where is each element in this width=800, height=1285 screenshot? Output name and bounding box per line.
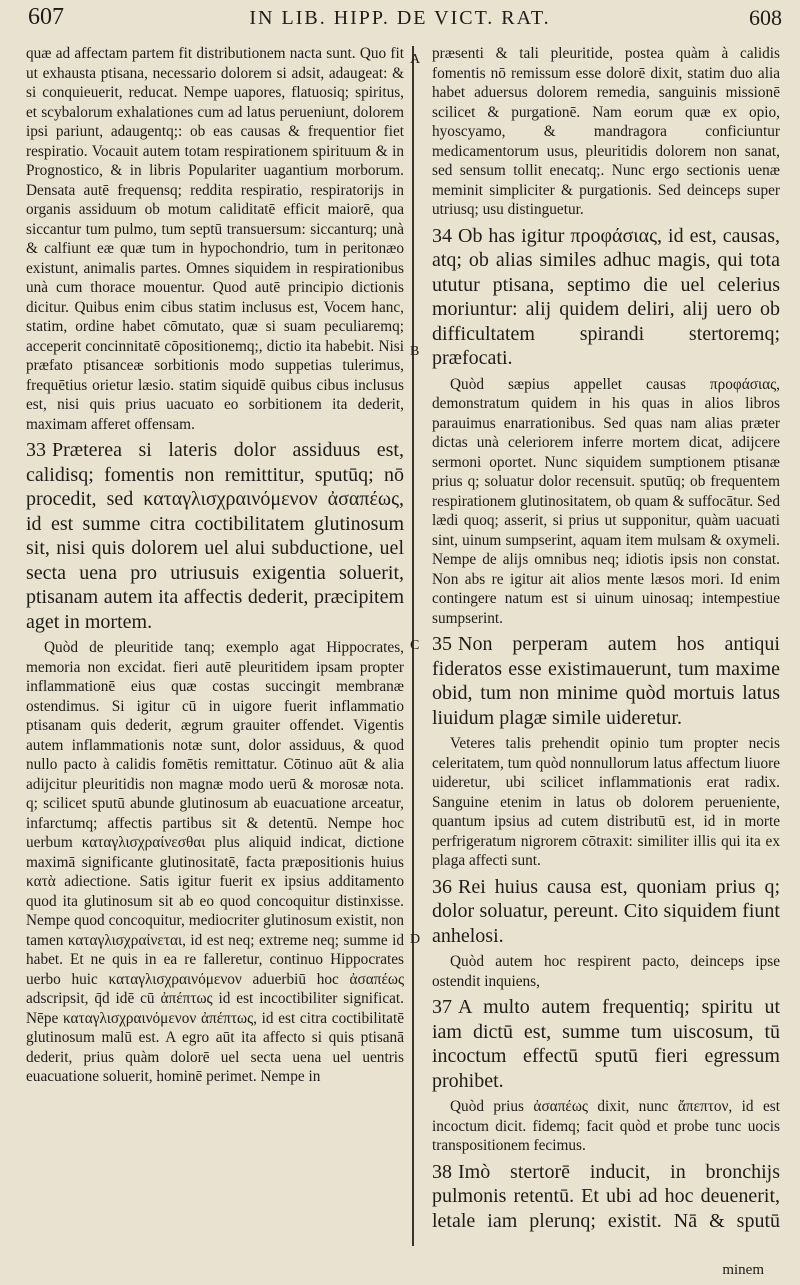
left-column bbox=[26, 44, 404, 1244]
commentary-paragraph bbox=[432, 44, 780, 220]
running-title: IN LIB. HIPP. DE VICT. RAT. bbox=[249, 7, 551, 29]
paragraph-text: Præterea si lateris dolor assiduus est, calidisq; fomentis non remittitur, sputūq; nō procedit, sed καταγλισχραινόμενον ἀσαπέως, id est summe citra coctibilitatem glutinosum sit, nisi quis dolorem uel alui subductione, uel secta uena pro utriusuis exigentia soluerit, ptisanam autem ita affectis dederit, præcipitem aget in mortem. bbox=[26, 439, 404, 633]
lemma-paragraph bbox=[26, 438, 404, 634]
paragraph-text: Imò stertorē inducit, in bronchijs pulmonis retentū. Et ubi ad hoc deuenerit, letale iam plerunq; existit. Nā & sputū bbox=[432, 1160, 780, 1232]
paragraph-text: Quòd prius ἀσαπέως dixit, nunc ἄπεπτον, id est incoctum dicit. fidemq; facit quòd et probe tunc uocis transpositionem fecimus. bbox=[432, 1098, 780, 1154]
lemma-paragraph bbox=[432, 995, 780, 1093]
commentary-paragraph bbox=[432, 375, 780, 629]
commentary-paragraph bbox=[432, 952, 780, 991]
paragraph-text: præsenti & tali pleuritide, postea quàm à calidis fomentis nō remissum esse dolorē dixit, statim duo alia habet aduersus dolorem remedia, sanguinis missionē scilicet & purgationē. Nam eorum quæ ex opio, hyoscyamo, & mandragora conficiuntur medicamentorum usus, pleuritidis dolorem non sanat, sed sensum tollit enecatq;. Nunc ergo sectionis uenæ meminit simpliciter & purgationis. Sed deinceps super utriusq; usu distinguetur. bbox=[432, 45, 780, 218]
margin-letter-c: C bbox=[410, 638, 420, 653]
commentary-paragraph bbox=[432, 734, 780, 871]
commentary-paragraph bbox=[432, 1097, 780, 1156]
paragraph-text: Quòd de pleuritide tanq; exemplo agat Hippocrates, memoria non excidat. fieri autē pleuritidem ipsam propter inflammationē eius quæ costas succingit membranæ ostendimus. Si igitur cū in uigore fuerit inflammatio ptisanam quis dederit, ægrum grauiter offendet. Vigentis autem inflammationis notæ sunt, dolor assiduus, & quod nullo pacto à calidis fomētis remittatur. Cōtinuo aūt & alia adijcitur pleuritidis non magnæ modo uerū & morosæ nota. q; scilicet sputū abunde glutinosum ab euacuatione arceatur, infarctumq; affectis partibus sit & detentū. Nempe hoc uerbum καταγλισχραίνεσθαι plus aliquid indicat, dictione maximā significante glutinositatē, facta præpositionis huius κατὰ adiectione. Satis igitur fuerit ex ipsius additamento quod ita glutinosum sit ab eo quod concoquitur distinxisse. Nempe quod concoquitur, mediocriter glutinosum existit, non tamen καταγλισχραίνεται, id est neq; extreme neq; summe id habet. Et ne quis in ea re falleretur, continuo Hippocrates uerbo huic καταγλισχραινόμενον aduerbiū hoc ἀσαπέως adscripsit, q̄d idē cū ἀπέπτως id est incoctibiliter significat. Nēpe καταγλισχραινόμενον ἀπέπτως, id est citra coctibilitatē glutinosum malū est. A egro aūt ita affecto si quis ptisanā dederit, prius quàm dolorē uel secta uena uel uentris euacuatione soluerit, hominē perimet. Nempe in bbox=[26, 639, 404, 1085]
right-column bbox=[432, 44, 780, 1234]
section-number: 34 bbox=[432, 224, 452, 247]
paragraph-text: Quòd sæpius appellet causas προφάσιας, demonstratum quidem in his quas in alios libros parauimus enarrationibus. Sed quas nam alias præter dictas unà celeriorem inferre mortem dicat, adijcere sermoni oportet. Nunc siquidem sumptionem ptisanæ prius q; soluatur dolor recensuit. sputūq; ob frequentem respirationem glutinositatem, ob quam & suffocātur. Sed lædi quoq; asserit, si prius ut supponitur, quàm uacuati sint, uinum sumpserint, aquam item mulsam & oxymeli. Nempe de alijs omnibus neq; idiotis ipsis non constat. Non abs re igitur ait alios mente læsos mori. Id enim contingere natum est si uinum uinosaq; intempestiue sumpserint. bbox=[432, 375, 780, 627]
page-number-left: 607 bbox=[28, 4, 64, 30]
paragraph-text: Rei huius causa est, quoniam prius q; dolor soluatur, pereunt. Cito siquidem fiunt anhelosi. bbox=[432, 875, 780, 947]
section-number: 35 bbox=[432, 633, 452, 655]
lemma-paragraph bbox=[432, 875, 780, 949]
section-number: 33 bbox=[26, 439, 46, 461]
paragraph-text: Veteres talis prehendit opinio tum propter necis celeritatem, tum quòd nonnullorum latus affectum liuore uideretur, ubi scilicet inflammationis erat radix. Sanguine etenim in latus ob dolorem perueniente, quantum ipsius ad cutem distributū est, id in morte perfrigeratum nigrorem cōtraxit: similiter illis qui ita ex plaga affecti sunt. bbox=[432, 735, 780, 869]
commentary-paragraph bbox=[26, 638, 404, 1087]
margin-letter-b: B bbox=[410, 344, 420, 359]
paragraph-text: Non perperam autem hos antiqui fideratos esse existimauerunt, tum maxime obid, tum non minime quòd mortuis latus liuidum plagæ simile uideretur. bbox=[432, 633, 780, 729]
paragraph-text: A multo autem frequentiq; spiritu ut iam dictū est, summe tum uiscosum, tū incoctum effectū sputū fieri egressum prohibet. bbox=[432, 996, 780, 1092]
lemma-paragraph bbox=[432, 632, 780, 730]
lemma-paragraph bbox=[432, 1160, 780, 1235]
paragraph-text: Quòd autem hoc respirent pacto, deinceps ipse ostendit inquiens, bbox=[432, 953, 780, 990]
catchword: minem bbox=[722, 1262, 764, 1278]
paragraph-text: Ob has igitur προφάσιας, id est, causas, atq; ob alias similes adhuc magis, qui tota ututur ptisana, septimo die uel celerius moriuntur: alij quidem deliri, alij uero ob difficultatem spirandi stertoremq; præfocati. bbox=[432, 224, 780, 369]
margin-letter-d: D bbox=[410, 932, 421, 947]
lemma-paragraph bbox=[432, 224, 780, 371]
section-number: 37 bbox=[432, 996, 452, 1018]
page-number-right: 608 bbox=[749, 5, 782, 30]
margin-letter-a: A bbox=[410, 52, 421, 67]
running-header bbox=[0, 0, 800, 44]
section-number: 36 bbox=[432, 875, 452, 898]
commentary-paragraph bbox=[26, 44, 404, 434]
paragraph-text: quæ ad affectam partem fit distributionem nacta sunt. Quo fit ut exhausta ptisana, necessario dolorem si adsit, adaugeat: & si conquieuerit, reducat. Nempe uapores, flatuosiq; spiritus, et scybalorum exhalationes cum ad latus perueniunt, dolorem ipsi pariunt, adaugentq;: ob eas causas & frequentior fiet respiratio. Vocauit autem totam respirationem spirituum & in Prognostico, & in libris Populariter uagantium morborum. Densata autē frequensq; reddita respiratio, respiratorijs in organis assiduum ob motum caliditatē efficit maiorē, qua siccantur tum pulmo, tum septū transuersum: siccanturq; unà & calfiunt eæ quæ tum in hypochondrio, tum in peritonæo existunt, animalis partes. Omnes siquidem in respirationibus unà cum thorace mouentur. Quod autē principio dictionis dicitur. Quibus enim cibus statim inclusus est, Vocem hanc, statim, ordine habet cōmutato, quæ si suam peculiaremq; acceperit concinnitatē cōpositionemq;, dictio ita habebit. Nisi præfato ptisanceæ sorbitionis modo suppetias tulerimus, frequētius orietur læsio. statim siquidē quibus cibus inclusus est, nisi quis prius uacuato eo sorbitionem ita dederit, maximam afferet offensam. bbox=[26, 45, 404, 433]
section-number: 38 bbox=[432, 1160, 452, 1183]
